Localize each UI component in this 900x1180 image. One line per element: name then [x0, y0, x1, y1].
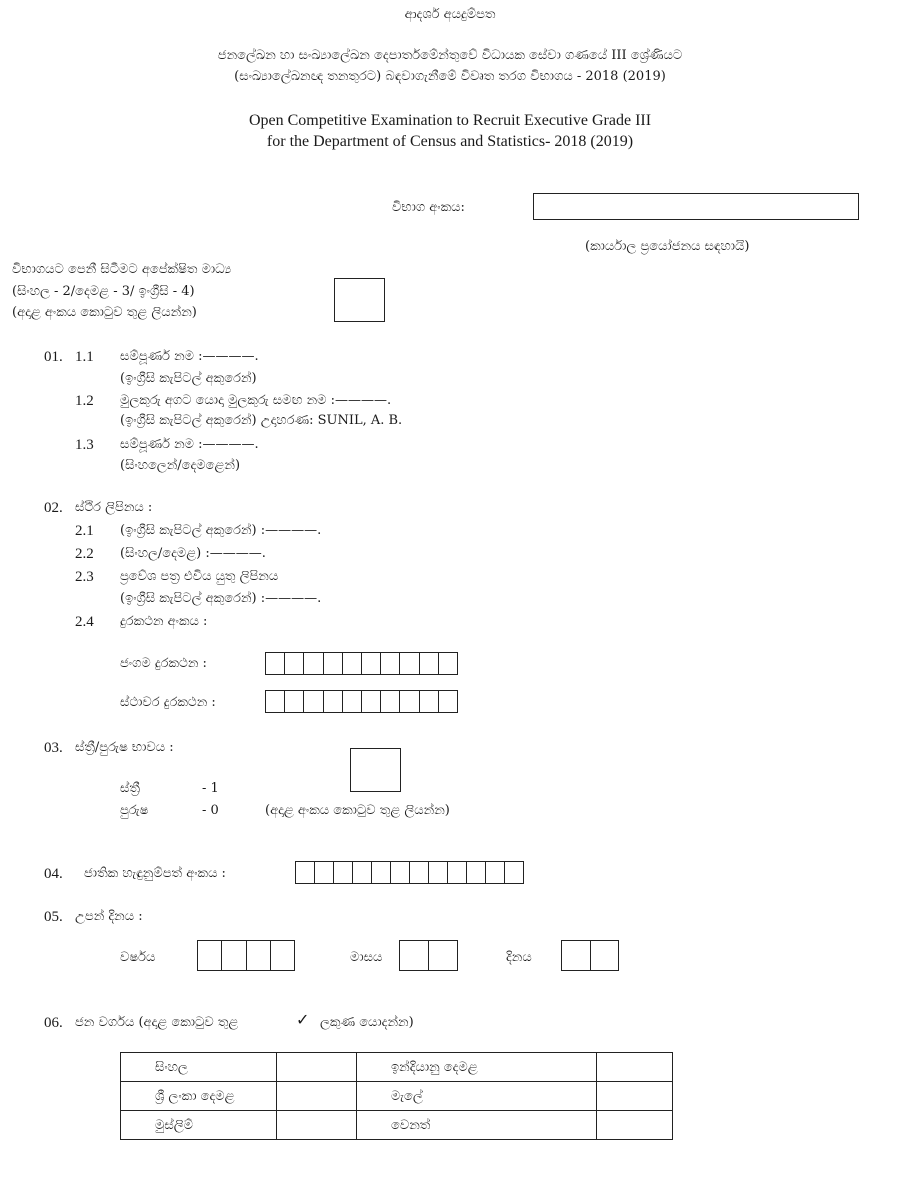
q1-1-label: සම්පූර්ණ නම :————. — [120, 349, 259, 364]
exam-number-field[interactable] — [533, 193, 859, 220]
q2-4-label: දුරකථන අංකය : — [120, 614, 208, 629]
q5-number: 05. — [44, 909, 63, 925]
q2-title: ස්ථිර ලිපිනය : — [75, 500, 153, 515]
male-code: - 0 — [202, 803, 219, 818]
female-code: - 1 — [202, 781, 219, 796]
office-use-note: (කාර්යාල ප්‍රයෝජනය සඳහායි) — [585, 239, 750, 254]
ethnicity-checkbox[interactable] — [277, 1053, 357, 1082]
q1-2-number: 1.2 — [75, 393, 94, 409]
year-boxes[interactable] — [197, 940, 295, 971]
q1-1-number: 1.1 — [75, 349, 94, 365]
medium-box[interactable] — [334, 278, 385, 322]
ethnicity-checkbox[interactable] — [597, 1053, 673, 1082]
q3-title: ස්ත්‍රී/පුරුෂ භාවය : — [75, 740, 174, 755]
ethnicity-checkbox[interactable] — [597, 1111, 673, 1140]
title-sinhala-line2: (සංඛ්‍යාලේඛනඥ තනතුරට) බඳවාගැනීමේ විවෘත තරග විභාගය - 2018 (2019) — [234, 69, 666, 84]
table-row — [121, 1111, 673, 1140]
ethnicity-title: ජන වර්ගය (අදාළ කොටුව තුළ — [75, 1015, 239, 1030]
nic-boxes[interactable] — [295, 861, 524, 884]
q4-number: 04. — [44, 866, 63, 882]
q1-3-label: සම්පූර්ණ නම :————. — [120, 437, 259, 452]
q2-number: 02. — [44, 500, 63, 516]
male-label: පුරුෂ — [120, 803, 149, 818]
q2-2-label: (සිංහල/දෙමළ) :————. — [120, 546, 266, 561]
title-sinhala-line1: ජනලේඛන හා සංඛ්‍යාලේඛන දෙපාර්තමේන්තුවේ විධායක සේවා ගණයේ III ශ්‍රේණියට — [217, 48, 683, 63]
ethnicity-table — [120, 1052, 673, 1140]
q1-3-sub: (සිංහලෙන්/දෙමළෙන්) — [120, 458, 241, 473]
q2-2-number: 2.2 — [75, 546, 94, 562]
form-caption: ආදර්ශ අයදුම්පත — [404, 7, 496, 22]
q2-1-number: 2.1 — [75, 523, 94, 539]
mobile-phone-label: ජංගම දුරකථන : — [120, 656, 207, 671]
q1-3-number: 1.3 — [75, 437, 94, 453]
day-label: දිනය — [506, 950, 532, 965]
check-mark-icon: ✓ — [296, 1010, 310, 1029]
q2-4-number: 2.4 — [75, 614, 94, 630]
table-row — [121, 1053, 673, 1082]
q6-number: 06. — [44, 1015, 63, 1031]
nic-label: ජාතික හැඳුනුම්පත් අංකය : — [84, 866, 226, 881]
q1-2-label: මුලකුරු අගට යොදා මුලකුරු සමඟ නම :————. — [120, 393, 392, 408]
gender-instruction: (අදාළ අංකය කොටුව තුළ ලියන්න) — [265, 803, 450, 818]
month-label: මාසය — [350, 950, 383, 965]
ethnicity-option-label: මැලේ — [357, 1082, 597, 1111]
landline-phone-label: ස්ථාවර දුරකථන : — [120, 695, 216, 710]
landline-phone-boxes[interactable] — [265, 690, 458, 713]
day-boxes[interactable] — [561, 940, 619, 971]
table-row — [121, 1082, 673, 1111]
female-label: ස්ත්‍රී — [120, 781, 140, 796]
mobile-phone-boxes[interactable] — [265, 652, 458, 675]
ethnicity-title-end: ලකුණ යොදන්න) — [320, 1015, 414, 1030]
ethnicity-checkbox[interactable] — [277, 1082, 357, 1111]
title-english-line2: for the Department of Census and Statistics- 2018 (2019) — [266, 133, 634, 150]
gender-box[interactable] — [350, 748, 401, 792]
ethnicity-option-label: සිංහල — [121, 1053, 277, 1082]
q2-3-sub: (ඉංග්‍රීසි කැපිටල් අකුරෙන්) :————. — [120, 591, 322, 606]
medium-instruction: (අදාළ අංකය කොටුව තුළ ලියන්න) — [12, 305, 197, 320]
birth-date-title: උපන් දිනය : — [75, 909, 143, 924]
ethnicity-option-label: ශ්‍රී ලංකා දෙමළ — [121, 1082, 277, 1111]
ethnicity-checkbox[interactable] — [597, 1082, 673, 1111]
ethnicity-option-label: වෙනත් — [357, 1111, 597, 1140]
title-english-line1: Open Competitive Examination to Recruit Executive Grade III — [248, 112, 652, 129]
ethnicity-option-label: මුස්ලිම් — [121, 1111, 277, 1140]
exam-number-label: විභාග අංකය: — [392, 200, 465, 215]
q1-2-sub: (ඉංග්‍රීසි කැපිටල් අකුරෙන්) උදාහරණ: SUNIL, A. B. — [120, 413, 403, 428]
ethnicity-checkbox[interactable] — [277, 1111, 357, 1140]
q2-3-number: 2.3 — [75, 569, 94, 585]
q2-1-label: (ඉංග්‍රීසි කැපිටල් අකුරෙන්) :————. — [120, 523, 322, 538]
ethnicity-option-label: ඉන්දියානු දෙමළ — [357, 1053, 597, 1082]
q2-3-label: ප්‍රවේශ පත්‍ර එවිය යුතු ලිපිනය — [120, 569, 279, 584]
q3-number: 03. — [44, 740, 63, 756]
medium-label: විභාගයට පෙනී සිටීමට අපේක්ෂිත මාධ්‍ය — [12, 262, 232, 277]
year-label: වර්ෂය — [120, 950, 156, 965]
q1-1-sub: (ඉංග්‍රීසි කැපිටල් අකුරෙන්) — [120, 371, 257, 386]
medium-options: (සිංහල - 2/දෙමළ - 3/ ඉංග්‍රීසි - 4) — [12, 284, 195, 299]
q1-number: 01. — [44, 349, 63, 365]
month-boxes[interactable] — [399, 940, 458, 971]
